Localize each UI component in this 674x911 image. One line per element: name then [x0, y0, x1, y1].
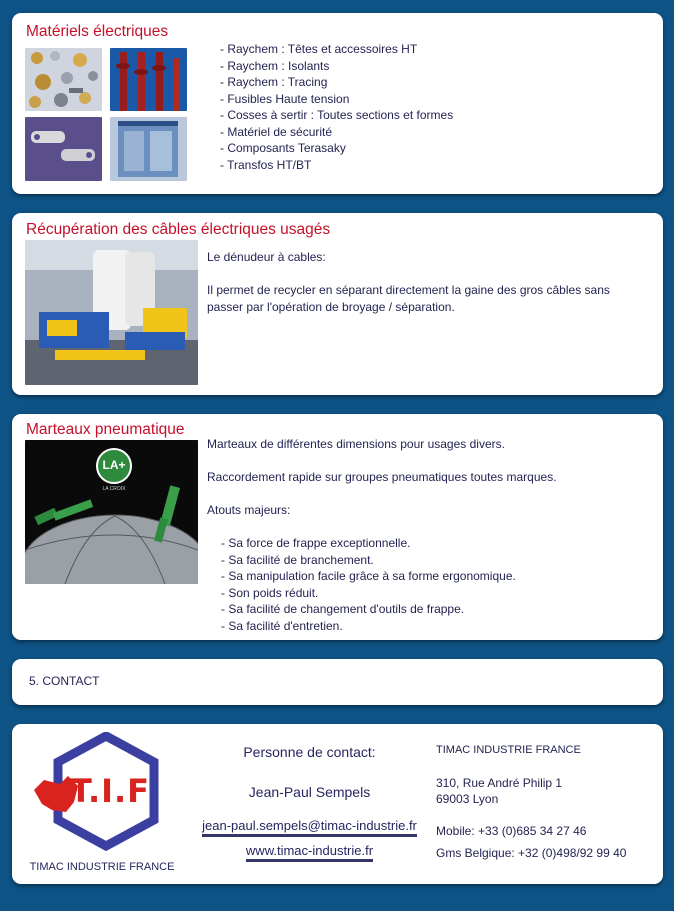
- recuperation-card: [12, 213, 663, 395]
- mobile-phone: Mobile: +33 (0)685 34 27 46: [436, 824, 587, 838]
- recuperation-description: [207, 249, 627, 315]
- website-link[interactable]: www.timac-industrie.fr: [246, 843, 373, 862]
- list-item: - Sa facilité d'entretien.: [221, 618, 343, 633]
- pneumatic-hammers-image: [25, 440, 198, 584]
- la-croix-logo-text: LA+: [102, 458, 126, 472]
- list-item: - Composants Terasaky: [220, 141, 346, 155]
- list-item: - Sa facilité de branchement.: [221, 552, 374, 567]
- list-item: - Sa facilité de changement d'outils de frappe.: [221, 602, 465, 616]
- transformer-cabinet-image: [110, 117, 187, 181]
- materiels-list: [220, 41, 453, 173]
- tif-logo: [26, 732, 186, 872]
- contact-section-card: [12, 659, 663, 705]
- atouts-list: [207, 535, 647, 634]
- materiels-card: [12, 13, 663, 194]
- email-link[interactable]: jean-paul.sempels@timac-industrie.fr: [202, 818, 417, 837]
- connectors-image: [25, 48, 102, 111]
- list-item: - Son poids réduit.: [221, 585, 319, 600]
- contact-section-label: 5. CONTACT: [29, 674, 100, 688]
- recuperation-title: Récupération des câbles électriques usagés: [26, 221, 331, 238]
- marteaux-intro: Marteaux de différentes dimensions pour usages divers.: [207, 437, 505, 451]
- list-item: - Raychem : Tracing: [220, 75, 328, 89]
- list-item: - Matériel de sécurité: [220, 124, 333, 139]
- contact-footer-card: [12, 724, 663, 884]
- cable-stripper-machine-image: [25, 240, 198, 385]
- list-item: - Sa manipulation facile grâce à sa forme ergonomique.: [221, 569, 516, 583]
- list-item: - Fusibles Haute tension: [220, 91, 350, 106]
- lugs-image: [25, 117, 102, 181]
- address-line2: 69003 Lyon: [436, 792, 499, 806]
- contact-heading: Personne de contact:: [243, 744, 376, 760]
- tif-logo-text: T.I.F: [69, 772, 151, 810]
- materiels-title: Matériels électriques: [26, 23, 169, 40]
- address-line1: 310, Rue André Philip 1: [436, 776, 563, 790]
- la-croix-logo-caption: LA CROIX: [102, 486, 126, 492]
- company-name: TIMAC INDUSTRIE FRANCE: [436, 744, 581, 756]
- contact-name: Jean-Paul Sempels: [248, 784, 371, 800]
- marteaux-title: Marteaux pneumatique: [26, 421, 185, 438]
- list-item: - Raychem : Isolants: [220, 58, 330, 73]
- contact-person-block: [182, 744, 437, 860]
- marteaux-description: [207, 436, 647, 634]
- list-item: - Sa force de frappe exceptionnelle.: [221, 536, 411, 550]
- recuperation-detail: Il permet de recycler en séparant directement la gaine des gros câbles sans passer par l'opération de broyage / séparation.: [207, 283, 610, 314]
- marteaux-connection: Raccordement rapide sur groupes pneumatiques toutes marques.: [207, 470, 557, 484]
- tif-logo-caption: TIMAC INDUSTRIE FRANCE: [29, 861, 175, 873]
- gsm-phone: Gms Belgique: +32 (0)498/92 99 40: [436, 846, 627, 860]
- cable-terminations-image: [110, 48, 187, 111]
- marteaux-atouts-heading: Atouts majeurs:: [207, 503, 291, 517]
- recuperation-intro: Le dénudeur à cables:: [207, 250, 326, 264]
- company-block: [436, 744, 656, 860]
- marteaux-card: [12, 414, 663, 640]
- list-item: - Transfos HT/BT: [220, 157, 312, 172]
- list-item: - Raychem : Têtes et accessoires HT: [220, 42, 418, 56]
- list-item: - Cosses à sertir : Toutes sections et formes: [220, 108, 454, 122]
